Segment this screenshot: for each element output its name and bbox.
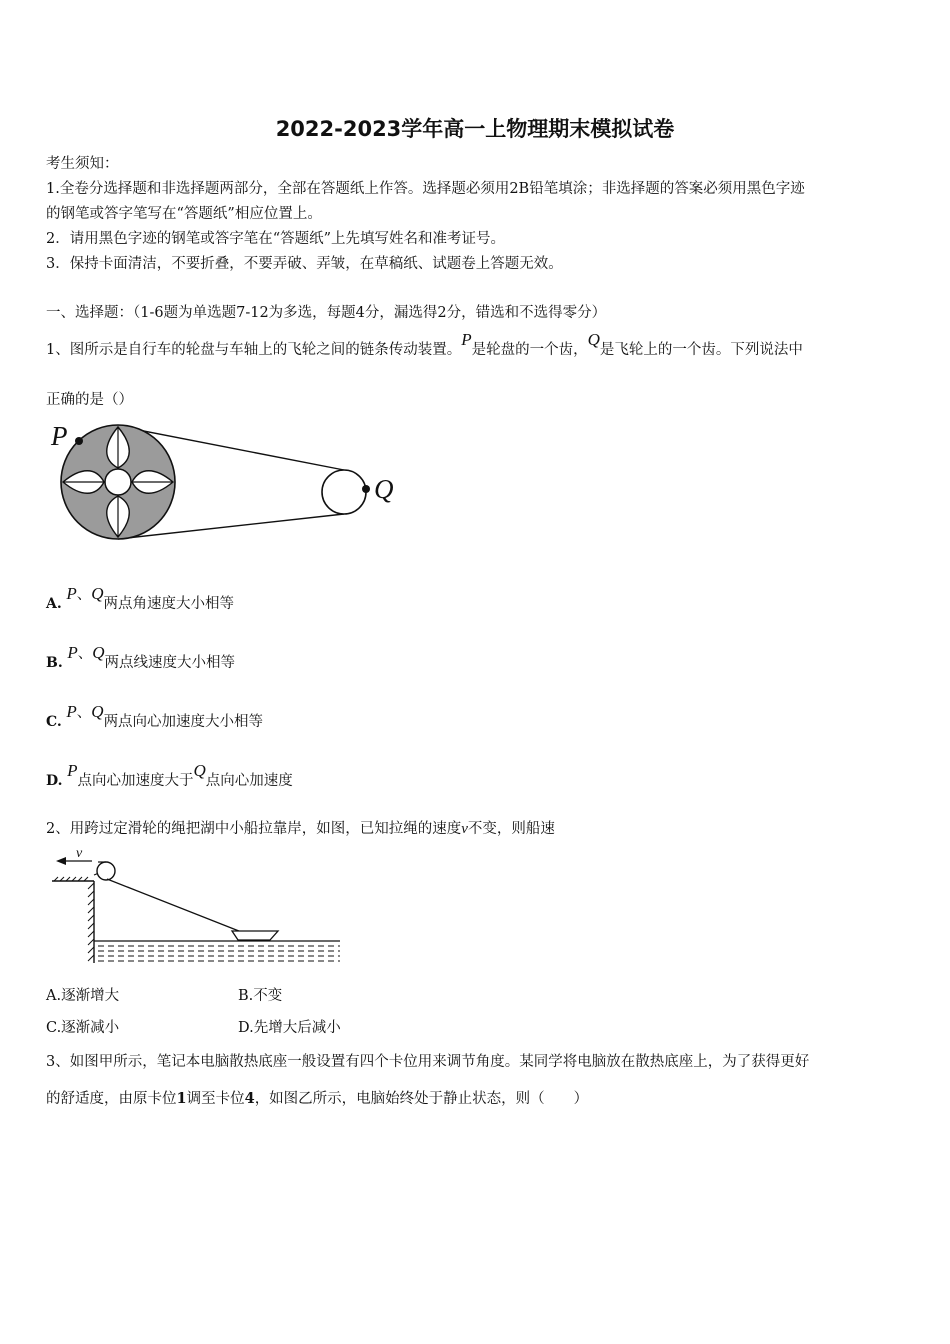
q3-stem-line2 xyxy=(46,1087,588,1108)
option-c-var-q: Q xyxy=(91,702,104,721)
option-a-var-p: P xyxy=(66,584,77,603)
q1-option-a[interactable] xyxy=(46,584,235,613)
q3-stem-d: ，如图乙所示，电脑始终处于静止状态，则（ ） xyxy=(254,1091,589,1107)
option-c-text: 两点向心加速度大小相等 xyxy=(103,714,264,730)
pulley-boat-figure xyxy=(46,845,346,970)
figure-label-v: v xyxy=(76,846,83,861)
option-c-label: C. xyxy=(46,714,62,730)
option-a-text: 两点角速度大小相等 xyxy=(103,596,235,612)
option-b-sep: 、 xyxy=(77,646,93,662)
q3-stem-line1: 3、如图甲所示，笔记本电脑散热底座一般设置有四个卡位用来调节角度。某同学将电脑放在散热底座上，为了获得更好 xyxy=(46,1054,810,1070)
section-heading: 一、选择题：（1-6题为单选题7-12为多选，每题4分，漏选得2分，错选和不选得零分） xyxy=(46,305,607,321)
q2-option-d[interactable]: D.先增大后减小 xyxy=(238,1020,341,1036)
figure-label-p: P xyxy=(51,421,68,451)
q1-option-c[interactable] xyxy=(46,702,264,731)
q2-stem-b: 不变，则船速 xyxy=(467,821,555,837)
q1-option-d[interactable] xyxy=(46,761,293,790)
notice-line-1b: 的钢笔或答字笔写在“答题纸”相应位置上。 xyxy=(46,206,322,222)
option-d-text-1: 点向心加速度大于 xyxy=(77,773,194,789)
q1-stem-b: 是轮盘的一个齿， xyxy=(471,342,588,358)
notice-heading: 考生须知： xyxy=(46,156,119,172)
page-title: 2022-2023学年高一上物理期末模拟试卷 xyxy=(275,117,675,141)
option-b-var-q: Q xyxy=(92,643,105,662)
option-b-var-p: P xyxy=(67,643,78,662)
option-a-label: A. xyxy=(46,596,62,612)
q1-stem-c: 是飞轮上的一个齿。下列说法中 xyxy=(599,342,803,358)
q2-option-b[interactable]: B.不变 xyxy=(238,988,283,1004)
q2-option-a[interactable]: A.逐渐增大 xyxy=(46,988,120,1004)
q3-stem-b: 的舒适度，由原卡位 xyxy=(46,1091,177,1107)
q1-stem-line2: 正确的是（） xyxy=(46,392,133,408)
option-c-var-p: P xyxy=(66,702,77,721)
q2-option-c[interactable]: C.逐渐减小 xyxy=(46,1020,120,1036)
figure-label-q: Q xyxy=(374,474,394,504)
q3-stem-c: 调至卡位 xyxy=(186,1091,245,1107)
q2-stem xyxy=(46,817,555,838)
q2-var-v: v xyxy=(461,821,468,837)
q2-stem-a: 2、用跨过定滑轮的绳把湖中小船拉靠岸，如图，已知拉绳的速度 xyxy=(46,821,462,837)
chain-drive-figure xyxy=(46,420,406,545)
option-a-var-q: Q xyxy=(91,584,104,603)
option-b-label: B. xyxy=(46,655,63,671)
q3-num-4: 4 xyxy=(244,1090,255,1107)
notice-line-2: 2．请用黑色字迹的钢笔或答字笔在“答题纸”上先填写姓名和准考证号。 xyxy=(46,231,506,247)
q1-option-b[interactable] xyxy=(46,643,235,672)
q3-num-1: 1 xyxy=(176,1090,187,1107)
q1-var-p: P xyxy=(461,330,472,349)
option-d-var-p: P xyxy=(67,761,78,780)
q1-stem-a: 1、图所示是自行车的轮盘与车轴上的飞轮之间的链条传动装置。 xyxy=(46,342,462,358)
option-a-sep: 、 xyxy=(76,587,92,603)
option-d-label: D. xyxy=(46,773,63,789)
option-d-text-2: 点向心加速度 xyxy=(205,773,293,789)
option-b-text: 两点线速度大小相等 xyxy=(104,655,235,671)
option-c-sep: 、 xyxy=(76,705,92,721)
option-d-var-q: Q xyxy=(193,761,206,780)
q1-stem-line1 xyxy=(46,330,803,359)
notice-line-3: 3．保持卡面清洁，不要折叠，不要弄破、弄皱，在草稿纸、试题卷上答题无效。 xyxy=(46,256,563,272)
notice-line-1a: 1.全卷分选择题和非选择题两部分，全部在答题纸上作答。选择题必须用2B铅笔填涂；非选择题的答案必须用黑色字迹 xyxy=(46,181,805,197)
q1-var-q: Q xyxy=(587,330,600,349)
